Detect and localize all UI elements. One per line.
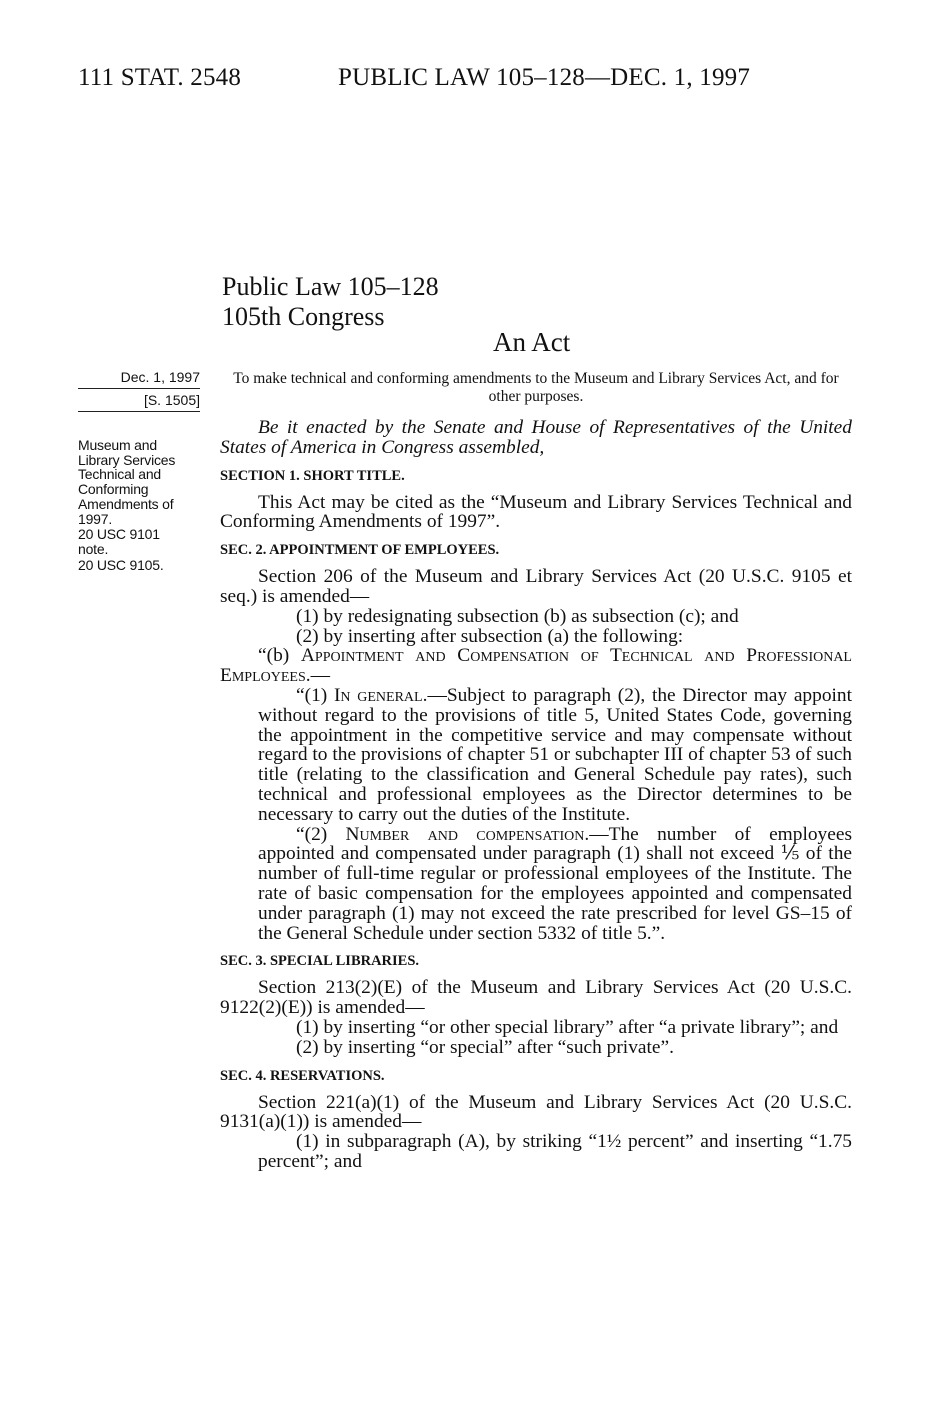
act-purpose: To make technical and conforming amendments to the Museum and Library Services Act, and for other purposes. (233, 370, 839, 405)
section-1-text: This Act may be cited as the “Museum and Library Services Technical and Conforming Amendments of 1997”. (220, 491, 852, 533)
running-header-title: PUBLIC LAW 105–128—DEC. 1, 1997 (338, 64, 751, 91)
enacting-clause: Be it enacted by the Senate and House of Representatives of the United States of America in Congress assembled, (220, 417, 852, 458)
subsection-b-heading-line (220, 646, 852, 686)
section-2-heading: SEC. 2. APPOINTMENT OF EMPLOYEES. (220, 542, 500, 559)
paragraph-b1-prefix: “(1) (296, 684, 334, 706)
section-3-item-1: (1) by inserting “or other special library” after “a private library”; and (296, 1016, 839, 1038)
paragraph-b1 (220, 686, 852, 825)
section-2-item-1: (1) by redesignating subsection (b) as subsection (c); and (296, 605, 739, 627)
margin-notes (78, 438, 200, 572)
paragraph-b1-heading: In general. (333, 684, 428, 706)
public-law-number: Public Law 105–128 (222, 272, 439, 301)
margin-note-line: Library Services (78, 451, 176, 468)
margin-note-line: Amendments of (78, 495, 174, 512)
subsection-b-dash: — (310, 665, 330, 687)
congress-number: 105th Congress (222, 302, 385, 331)
law-title-block (222, 272, 439, 332)
section-4-item-1: (1) in subparagraph (A), by striking “1½ percent” and inserting “1.75 percent”; and (258, 1131, 852, 1172)
section-2-intro: Section 206 of the Museum and Library Services Act (20 U.S.C. 9105 et seq.) is amended— (220, 566, 852, 607)
paragraph-b1-text: —Subject to paragraph (2), the Director may appoint without regard to the provisions of title 5, United States Code, governing the appointment in the competitive service and may compensate without regard to the provisions of chapter 51 or subchapter III of chapter 53 of such title (relating to the classification and General Schedule pay rates), such technical and professional employees as the Director determines to be necessary to carry out the duties of the Institute. (258, 684, 852, 825)
paragraph-b2-text: —The number of employees appointed and compensated under paragraph (1) shall not exceed ⅕ of the number of full-time regular or professional employees of the Institute. The rate of basic compensation for the employees appointed and compensated under paragraph (1) may not exceed the rate prescribed for level GS–15 of the General Schedule under section 5332 of title 5.”. (258, 823, 852, 944)
paragraph-b2-prefix: “(2) (296, 823, 346, 845)
paragraph-b2-heading: Number and compensation. (345, 823, 590, 845)
margin-bill-number: [S. 1505] (78, 389, 200, 412)
paragraph-b2 (220, 825, 852, 944)
margin-date: Dec. 1, 1997 (78, 368, 200, 389)
margin-note-line: 20 USC 9105. (78, 556, 164, 573)
act-body (220, 418, 852, 1172)
running-header-citation: 111 STAT. 2548 (78, 64, 242, 91)
section-3-item-2: (2) by inserting “or special” after “such private”. (296, 1036, 674, 1058)
margin-date-block (78, 368, 200, 412)
section-1-heading: SECTION 1. SHORT TITLE. (220, 467, 405, 484)
section-4-intro: Section 221(a)(1) of the Museum and Library Services Act (20 U.S.C. 9131(a)(1)) is amended— (220, 1091, 852, 1133)
margin-note-line: Museum and (78, 437, 157, 453)
margin-note-line: 20 USC 9101 (78, 526, 160, 543)
subsection-b-prefix: “(b) (258, 645, 301, 667)
section-4-heading: SEC. 4. RESERVATIONS. (220, 1067, 385, 1084)
subsection-b-heading: Appointment and Compensation of Technical and Professional Employees. (220, 645, 852, 687)
margin-note-line: note. (78, 540, 109, 557)
section-3-heading: SEC. 3. SPECIAL LIBRARIES. (220, 953, 420, 970)
margin-note-line: Technical and (78, 466, 162, 483)
section-2-item-2: (2) by inserting after subsection (a) the following: (296, 625, 684, 647)
an-act-heading: An Act (493, 327, 571, 357)
margin-note-line: 1997. (78, 510, 113, 527)
section-3-intro: Section 213(2)(E) of the Museum and Library Services Act (20 U.S.C. 9122(2)(E)) is amended— (220, 977, 852, 1019)
margin-note-line: Conforming (78, 481, 149, 498)
